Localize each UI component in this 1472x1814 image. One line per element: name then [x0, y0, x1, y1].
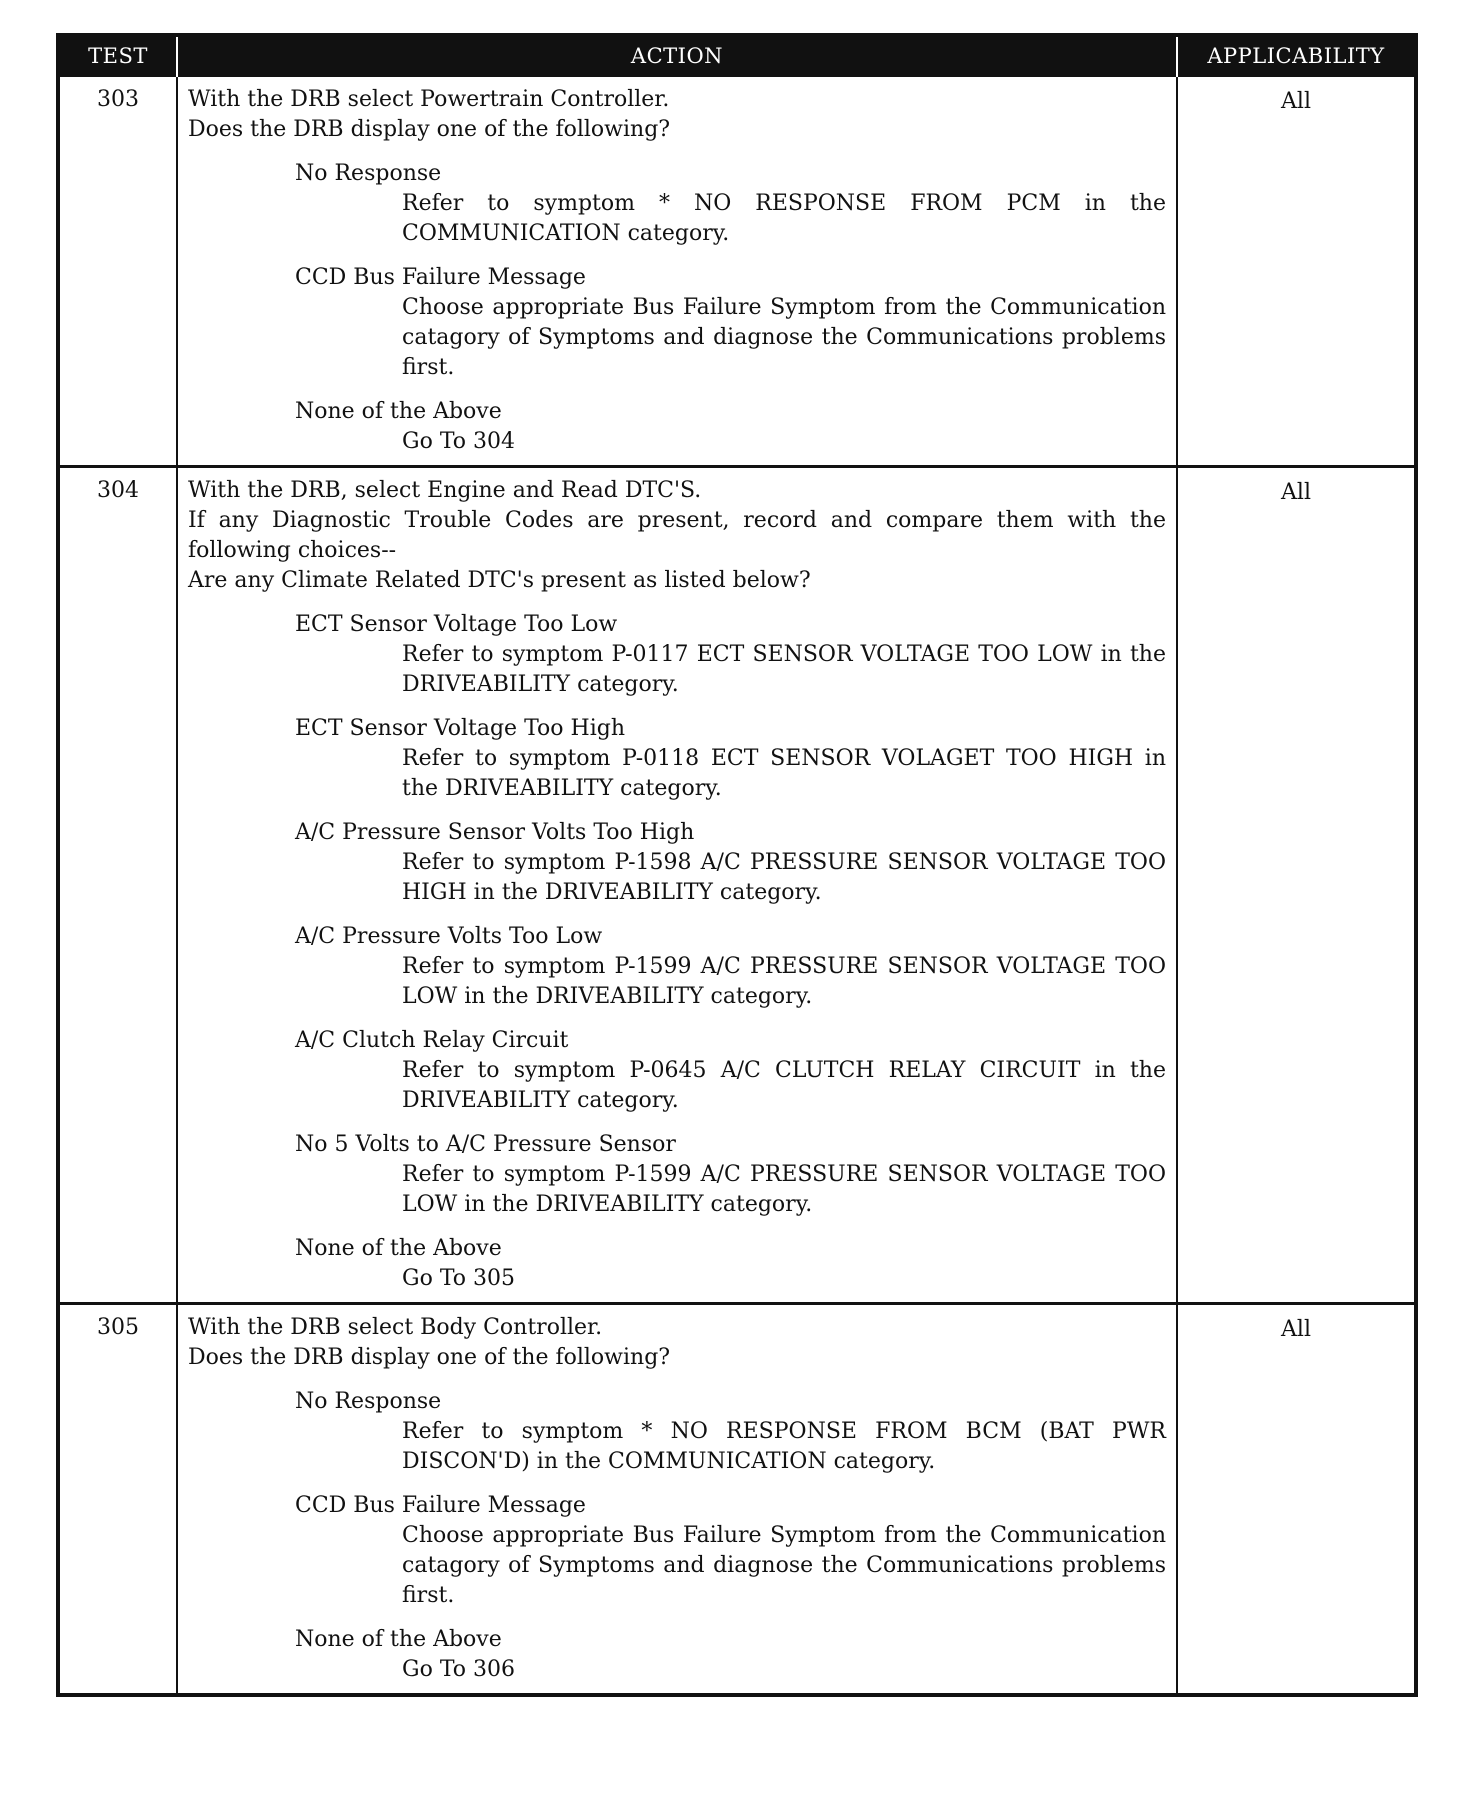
option-item — [188, 714, 1166, 804]
intro-line: Are any Climate Related DTC's present as listed below? — [188, 568, 811, 593]
diagnostic-test-table — [56, 33, 1418, 1697]
option-item — [188, 263, 1166, 383]
option-result: Choose appropriate Bus Failure Symptom from the Communication catagory of Symptoms and diagnose the Communications problems first. — [402, 1523, 1166, 1608]
option-label: CCD Bus Failure Message — [295, 265, 586, 290]
option-label: A/C Pressure Sensor Volts Too High — [295, 820, 695, 845]
option-item — [188, 922, 1166, 1012]
intro-line: With the DRB select Powertrain Controller. — [188, 87, 670, 112]
action-intro — [188, 476, 1166, 596]
option-item — [188, 610, 1166, 700]
option-label: None of the Above — [295, 1627, 502, 1652]
option-label: No Response — [295, 1389, 442, 1414]
table-row — [58, 1304, 1416, 1696]
option-result: Refer to symptom P-0118 ECT SENSOR VOLAGET TOO HIGH in the DRIVEABILITY category. — [402, 746, 1166, 801]
intro-line: Does the DRB display one of the following? — [188, 117, 671, 142]
applicability-cell: All — [1177, 467, 1416, 1304]
header-action: ACTION — [177, 35, 1177, 76]
option-result: Go To 306 — [402, 1657, 516, 1682]
option-label: None of the Above — [295, 399, 502, 424]
applicability-cell: All — [1177, 1304, 1416, 1696]
option-result: Go To 304 — [402, 429, 516, 454]
action-cell — [177, 76, 1177, 467]
option-item — [188, 1234, 1166, 1294]
test-number: 303 — [58, 76, 177, 467]
option-item — [188, 818, 1166, 908]
option-result: Refer to symptom * NO RESPONSE FROM PCM in the COMMUNICATION category. — [402, 191, 1166, 246]
option-result: Refer to symptom P-0117 ECT SENSOR VOLTAGE TOO LOW in the DRIVEABILITY category. — [402, 642, 1166, 697]
option-label: ECT Sensor Voltage Too High — [295, 716, 625, 741]
option-label: No Response — [295, 161, 442, 186]
action-intro — [188, 1313, 1166, 1373]
header-test: TEST — [58, 35, 177, 76]
option-item — [188, 1625, 1166, 1685]
intro-line: If any Diagnostic Trouble Codes are present, record and compare them with the following choices-- — [188, 508, 1166, 563]
option-label: A/C Pressure Volts Too Low — [295, 924, 603, 949]
option-label: None of the Above — [295, 1236, 502, 1261]
option-item — [188, 1387, 1166, 1477]
option-label: ECT Sensor Voltage Too Low — [295, 612, 618, 637]
option-result: Refer to symptom P-1599 A/C PRESSURE SENSOR VOLTAGE TOO LOW in the DRIVEABILITY category. — [402, 954, 1166, 1009]
option-label: CCD Bus Failure Message — [295, 1493, 586, 1518]
option-item — [188, 1130, 1166, 1220]
option-label: A/C Clutch Relay Circuit — [295, 1028, 569, 1053]
intro-line: With the DRB select Body Controller. — [188, 1315, 603, 1340]
option-result: Choose appropriate Bus Failure Symptom from the Communication catagory of Symptoms and diagnose the Communications problems first. — [402, 295, 1166, 380]
intro-line: Does the DRB display one of the following? — [188, 1345, 671, 1370]
action-cell — [177, 1304, 1177, 1696]
applicability-cell: All — [1177, 76, 1416, 467]
table-row — [58, 76, 1416, 467]
action-intro — [188, 85, 1166, 145]
test-number: 304 — [58, 467, 177, 1304]
header-applicability: APPLICABILITY — [1177, 35, 1416, 76]
option-result: Refer to symptom * NO RESPONSE FROM BCM (BAT PWR DISCON'D) in the COMMUNICATION category. — [402, 1419, 1166, 1474]
option-item — [188, 397, 1166, 457]
action-cell — [177, 467, 1177, 1304]
table-header-row — [58, 35, 1416, 76]
option-label: No 5 Volts to A/C Pressure Sensor — [295, 1132, 676, 1157]
intro-line: With the DRB, select Engine and Read DTC'S. — [188, 478, 702, 503]
option-item — [188, 1026, 1166, 1116]
option-result: Refer to symptom P-1599 A/C PRESSURE SENSOR VOLTAGE TOO LOW in the DRIVEABILITY category. — [402, 1162, 1166, 1217]
option-result: Go To 305 — [402, 1266, 516, 1291]
option-result: Refer to symptom P-1598 A/C PRESSURE SENSOR VOLTAGE TOO HIGH in the DRIVEABILITY category. — [402, 850, 1166, 905]
option-result: Refer to symptom P-0645 A/C CLUTCH RELAY CIRCUIT in the DRIVEABILITY category. — [402, 1058, 1166, 1113]
option-item — [188, 159, 1166, 249]
table-row — [58, 467, 1416, 1304]
test-number: 305 — [58, 1304, 177, 1696]
option-item — [188, 1491, 1166, 1611]
